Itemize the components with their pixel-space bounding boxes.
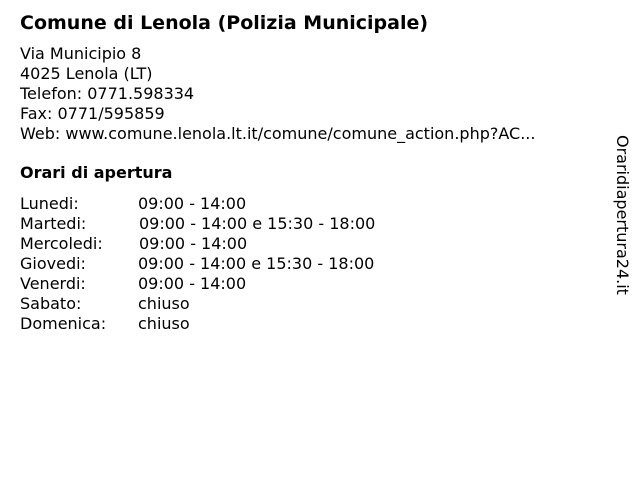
hours-row-sabato <box>20 294 375 314</box>
day-label: Domenica: <box>20 314 107 333</box>
website-link[interactable]: Web: www.comune.lenola.lt.it/comune/comune_action.php?AC... <box>20 124 536 143</box>
page-title: Comune di Lenola (Polizia Municipale) <box>20 12 429 34</box>
day-label: Venerdi: <box>20 274 86 293</box>
day-label: Sabato: <box>20 294 82 313</box>
day-hours: 09:00 - 14:00 <box>138 274 247 293</box>
site-brand-vertical: Oraridiapertura24.it <box>613 135 632 295</box>
day-label: Lunedi: <box>20 194 79 213</box>
day-hours: 09:00 - 14:00 e 15:30 - 18:00 <box>138 254 375 273</box>
day-hours: 09:00 - 14:00 <box>139 234 248 253</box>
city-address: 4025 Lenola (LT) <box>20 64 153 83</box>
hours-row-lunedi <box>20 194 375 214</box>
hours-row-giovedi <box>20 254 375 274</box>
hours-row-martedi <box>20 214 375 234</box>
day-hours: chiuso <box>138 314 190 333</box>
phone-number: Telefon: 0771.598334 <box>20 84 195 103</box>
day-hours: chiuso <box>138 294 190 313</box>
fax-number: Fax: 0771/595859 <box>20 104 165 123</box>
hours-row-venerdi <box>20 274 375 294</box>
hours-row-mercoledi <box>20 234 375 254</box>
opening-hours-heading: Orari di apertura <box>20 163 173 182</box>
day-label: Giovedi: <box>20 254 86 273</box>
day-hours: 09:00 - 14:00 <box>138 194 247 213</box>
address-block <box>20 44 535 144</box>
day-label: Martedi: <box>20 214 87 233</box>
day-label: Mercoledi: <box>20 234 103 253</box>
day-hours: 09:00 - 14:00 e 15:30 - 18:00 <box>139 214 376 233</box>
opening-hours-table <box>20 194 375 334</box>
street-address: Via Municipio 8 <box>20 44 142 63</box>
hours-row-domenica <box>20 314 375 334</box>
